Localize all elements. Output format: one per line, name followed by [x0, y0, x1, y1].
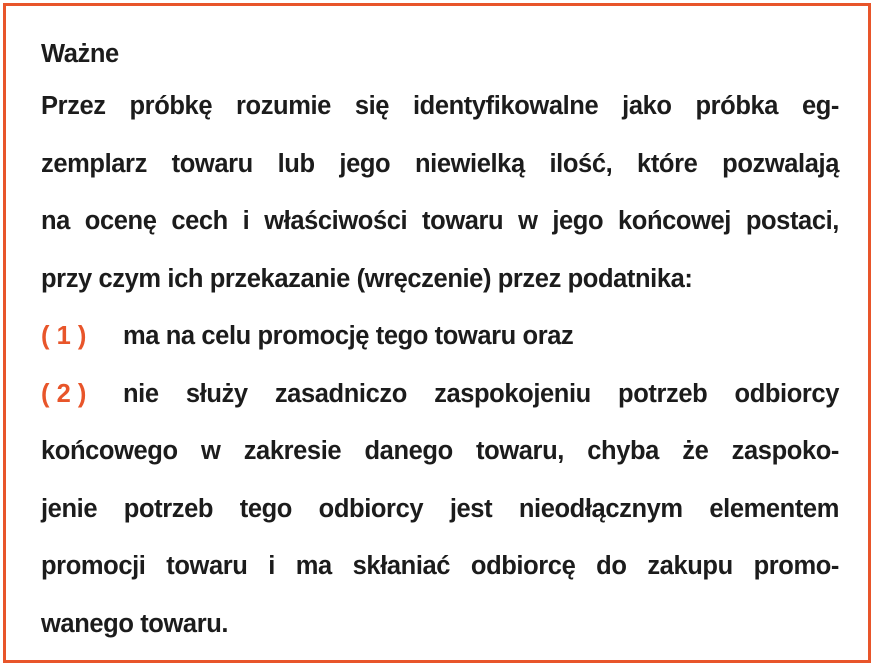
item-1-number: ( 1 ) [41, 322, 87, 350]
intro-line-3: na ocenę cech i właściwości towaru w jego końcowej postaci, [41, 207, 839, 235]
item-2-line-5: wanego towaru. [41, 609, 229, 638]
note-title: Ważne [41, 40, 119, 68]
intro-line-2: zemplarz towaru lub jego niewielką ilość, które pozwalają [41, 149, 839, 178]
item-1-text: ma na celu promocję tego towaru oraz [123, 322, 574, 350]
item-2-line-1: nie służy zasadniczo zaspokojeniu potrzeb odbiorcy [123, 379, 839, 408]
item-2-line-4: promocji towaru i ma skłaniać odbiorcę do zakupu promo- [41, 552, 839, 580]
item-2-line-3: jenie potrzeb tego odbiorcy jest nieodłącznym elementem [41, 494, 839, 523]
note-box [3, 3, 871, 663]
item-2-line-2: końcowego w zakresie danego towaru, chyba że zaspoko- [41, 437, 839, 465]
item-2-number: ( 2 ) [41, 379, 87, 408]
note-content [41, 34, 839, 661]
intro-line-4: przy czym ich przekazanie (wręczenie) przez podatnika: [41, 264, 693, 293]
intro-line-1: Przez próbkę rozumie się identyfikowalne jako próbka eg- [41, 92, 839, 120]
list-item-1 [41, 316, 839, 374]
list-item-2 [41, 374, 839, 432]
